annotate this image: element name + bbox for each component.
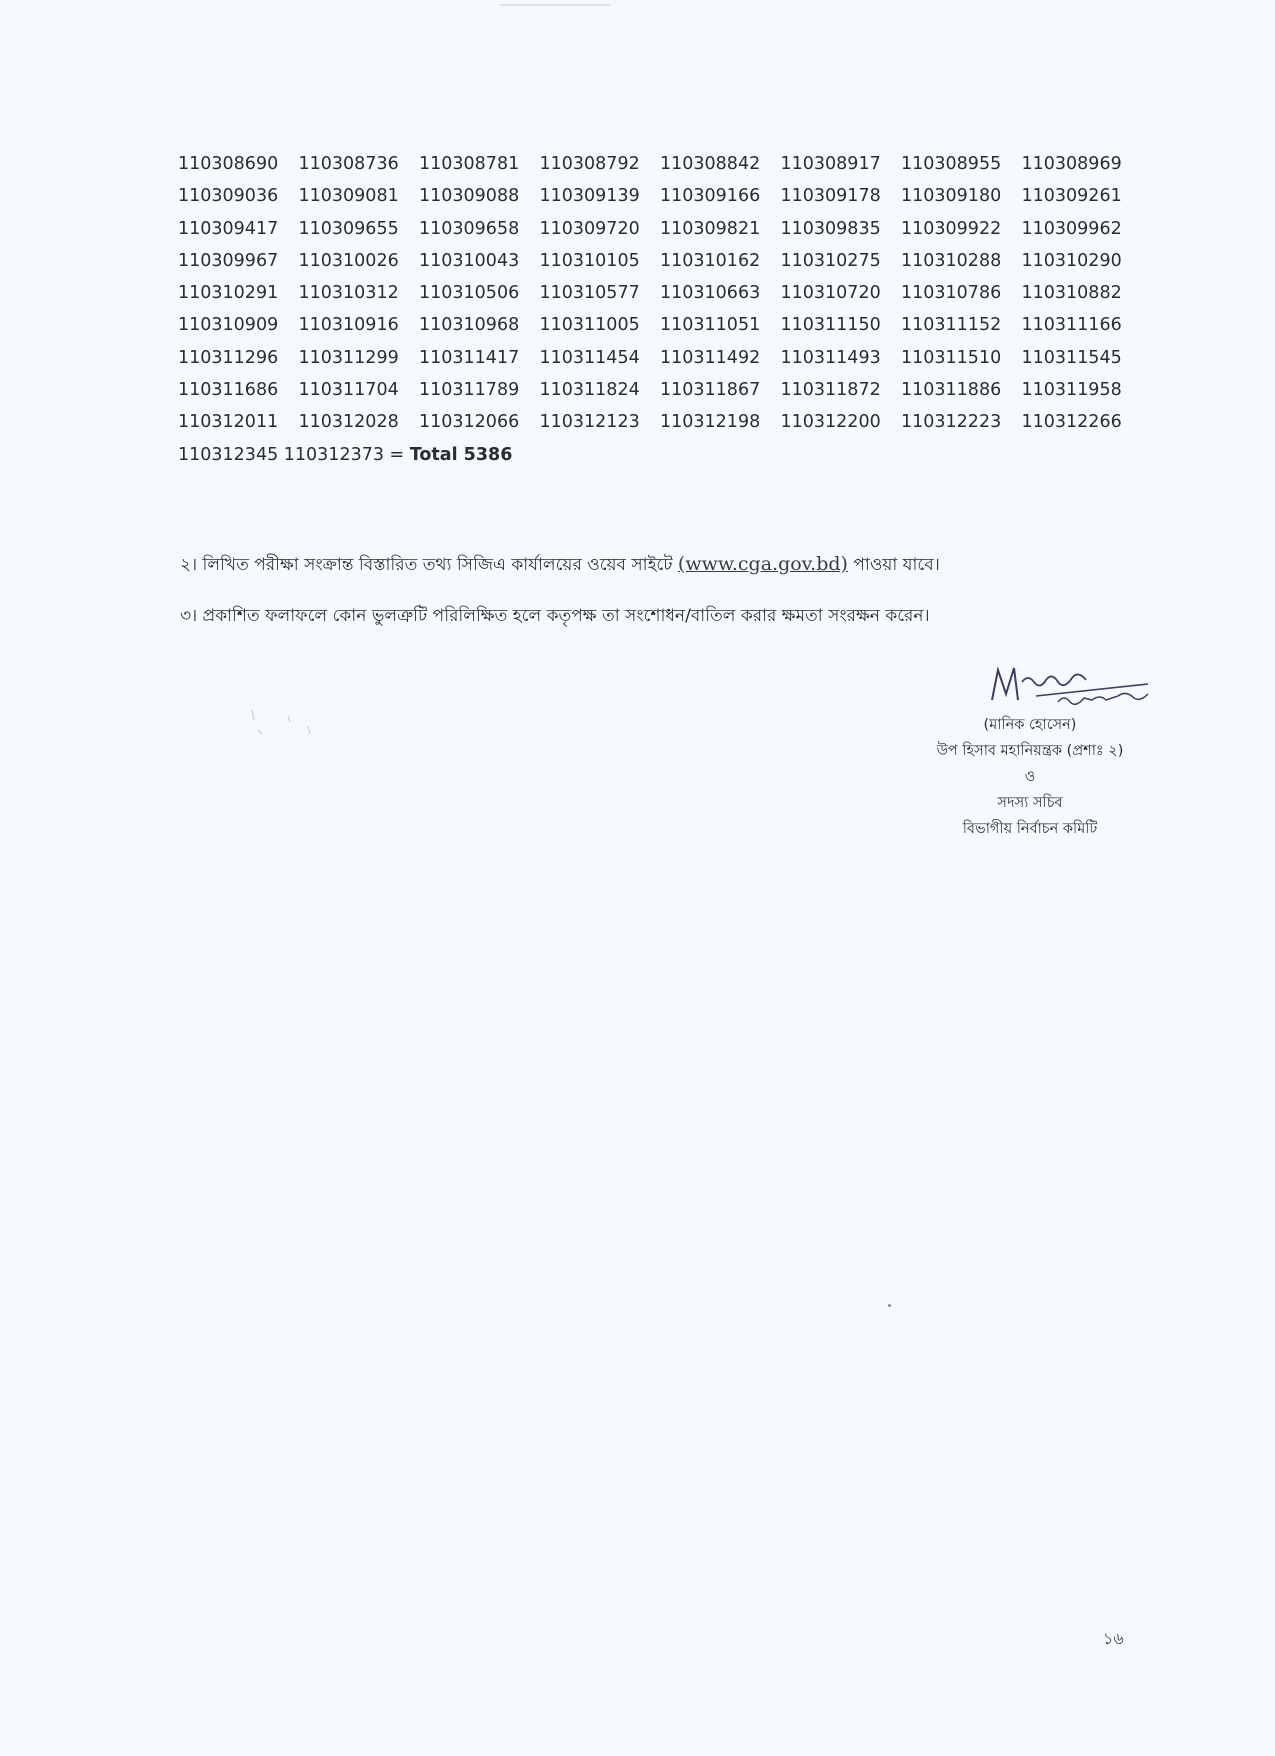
roll-number: 110312011 xyxy=(178,412,279,433)
roll-number: 110312266 xyxy=(1021,412,1122,433)
roll-number: 110309417 xyxy=(178,218,279,239)
roll-row xyxy=(178,342,1142,374)
roll-number: 110309967 xyxy=(178,250,279,271)
roll-number: 110311704 xyxy=(298,380,399,401)
roll-number: 110312028 xyxy=(298,412,399,433)
roll-number: 110309261 xyxy=(1021,186,1122,207)
final-roll-numbers: 110312345 110312373 = xyxy=(178,444,410,465)
roll-row xyxy=(178,309,1142,341)
roll-number: 110311789 xyxy=(419,380,520,401)
scan-artifact xyxy=(500,4,610,6)
roll-number: 110308955 xyxy=(901,154,1002,174)
roll-number: 110309658 xyxy=(419,218,520,239)
paragraph-2-text: ২। লিখিত পরীক্ষা সংক্রান্ত বিস্তারিত তথ্য সিজিএ কার্যালয়ের ওয়েব সাইটে xyxy=(180,555,678,575)
roll-number: 110309720 xyxy=(539,218,640,239)
roll-number: 110308792 xyxy=(539,154,640,174)
roll-number: 110310916 xyxy=(298,315,399,336)
total-count: Total 5386 xyxy=(409,444,513,465)
roll-number: 110310043 xyxy=(419,250,520,271)
final-roll-row xyxy=(178,439,1142,471)
signatory-name: (মানিক হোসেন) xyxy=(983,717,1077,733)
roll-number: 110310291 xyxy=(178,283,279,304)
roll-number: 110309166 xyxy=(660,186,761,207)
roll-number: 110310026 xyxy=(298,250,399,271)
roll-number: 110308917 xyxy=(780,154,881,174)
roll-number: 110309139 xyxy=(539,186,640,207)
roll-number: 110311492 xyxy=(660,347,761,368)
roll-number: 110309036 xyxy=(178,186,279,207)
roll-number: 110311886 xyxy=(901,380,1002,401)
paragraph-3: ৩। প্রকাশিত ফলাফলে কোন ভুলত্রুটি পরিলিক্ষিত হলে কতৃপক্ষ তা সংশোধন/বাতিল করার ক্ষমতা সংরক্ষন করেন। xyxy=(180,606,930,626)
roll-number: 110309081 xyxy=(298,186,399,207)
roll-number: 110310882 xyxy=(1021,283,1122,304)
roll-number: 110308969 xyxy=(1021,154,1122,174)
handwritten-signature xyxy=(988,660,1168,708)
roll-number: 110310105 xyxy=(539,250,640,271)
roll-number: 110308781 xyxy=(419,154,520,174)
cga-website-link[interactable]: (www.cga.gov.bd) xyxy=(677,553,848,575)
roll-number: 110310288 xyxy=(901,250,1002,271)
roll-number: 110312223 xyxy=(901,412,1002,433)
roll-number: 110312123 xyxy=(539,412,640,433)
roll-number: 110309962 xyxy=(1021,218,1122,239)
roll-number: 110310506 xyxy=(419,283,520,304)
roll-number: 110311545 xyxy=(1021,347,1122,368)
roll-row xyxy=(178,180,1142,212)
roll-number: 110310663 xyxy=(660,283,761,304)
signatory-role: সদস্য সচিব xyxy=(997,795,1063,811)
roll-number: 110311166 xyxy=(1021,315,1122,336)
roll-number: 110310162 xyxy=(660,250,761,271)
roll-number: 110311417 xyxy=(419,347,520,368)
roll-number: 110311005 xyxy=(539,315,640,336)
roll-row xyxy=(178,374,1142,406)
page-number: ১৬ xyxy=(1103,1629,1124,1648)
roll-number-list xyxy=(178,148,1142,471)
roll-number: 110311051 xyxy=(660,315,761,336)
roll-row xyxy=(178,245,1142,277)
signatory-committee: বিভাগীয় নির্বাচন কমিটি xyxy=(962,821,1098,837)
roll-number: 110309821 xyxy=(660,218,761,239)
roll-number: 110312066 xyxy=(419,412,520,433)
roll-row xyxy=(178,213,1142,245)
roll-number: 110308690 xyxy=(178,154,279,174)
roll-number: 110309922 xyxy=(901,218,1002,239)
roll-number: 110312198 xyxy=(660,412,761,433)
roll-number: 110309178 xyxy=(780,186,881,207)
roll-row xyxy=(178,148,1142,180)
roll-number: 110311510 xyxy=(901,347,1002,368)
faint-scan-mark xyxy=(248,700,318,750)
roll-row xyxy=(178,277,1142,309)
roll-number: 110310275 xyxy=(780,250,881,271)
scan-speck xyxy=(888,1304,891,1307)
roll-number: 110311152 xyxy=(901,315,1002,336)
roll-number: 110310720 xyxy=(780,283,881,304)
signatory-designation: উপ হিসাব মহানিয়ন্ত্রক (প্রশাঃ ২) xyxy=(936,743,1124,759)
paragraph-2-end: পাওয়া যাবে। xyxy=(847,555,940,575)
roll-number: 110311867 xyxy=(660,380,761,401)
roll-row xyxy=(178,406,1142,438)
roll-number: 110308842 xyxy=(660,154,761,174)
paragraph-2 xyxy=(180,552,940,580)
roll-number: 110311493 xyxy=(780,347,881,368)
roll-number: 110312200 xyxy=(780,412,881,433)
roll-number: 110311824 xyxy=(539,380,640,401)
roll-number: 110311296 xyxy=(178,347,279,368)
roll-number: 110310577 xyxy=(539,283,640,304)
roll-number: 110309835 xyxy=(780,218,881,239)
signatory-block xyxy=(900,712,1160,842)
roll-number: 110311686 xyxy=(178,380,279,401)
roll-number: 110311299 xyxy=(298,347,399,368)
signatory-conjunction: ও xyxy=(1024,769,1036,785)
roll-number: 110310786 xyxy=(901,283,1002,304)
roll-number: 110311150 xyxy=(780,315,881,336)
roll-number: 110309655 xyxy=(298,218,399,239)
roll-number: 110309088 xyxy=(419,186,520,207)
roll-number: 110308736 xyxy=(298,154,399,174)
roll-number: 110309180 xyxy=(901,186,1002,207)
roll-number: 110311454 xyxy=(539,347,640,368)
roll-number: 110310968 xyxy=(419,315,520,336)
roll-number: 110311872 xyxy=(780,380,881,401)
roll-number: 110310290 xyxy=(1021,250,1122,271)
roll-number: 110310312 xyxy=(298,283,399,304)
roll-number: 110311958 xyxy=(1021,380,1122,401)
roll-number: 110310909 xyxy=(178,315,279,336)
